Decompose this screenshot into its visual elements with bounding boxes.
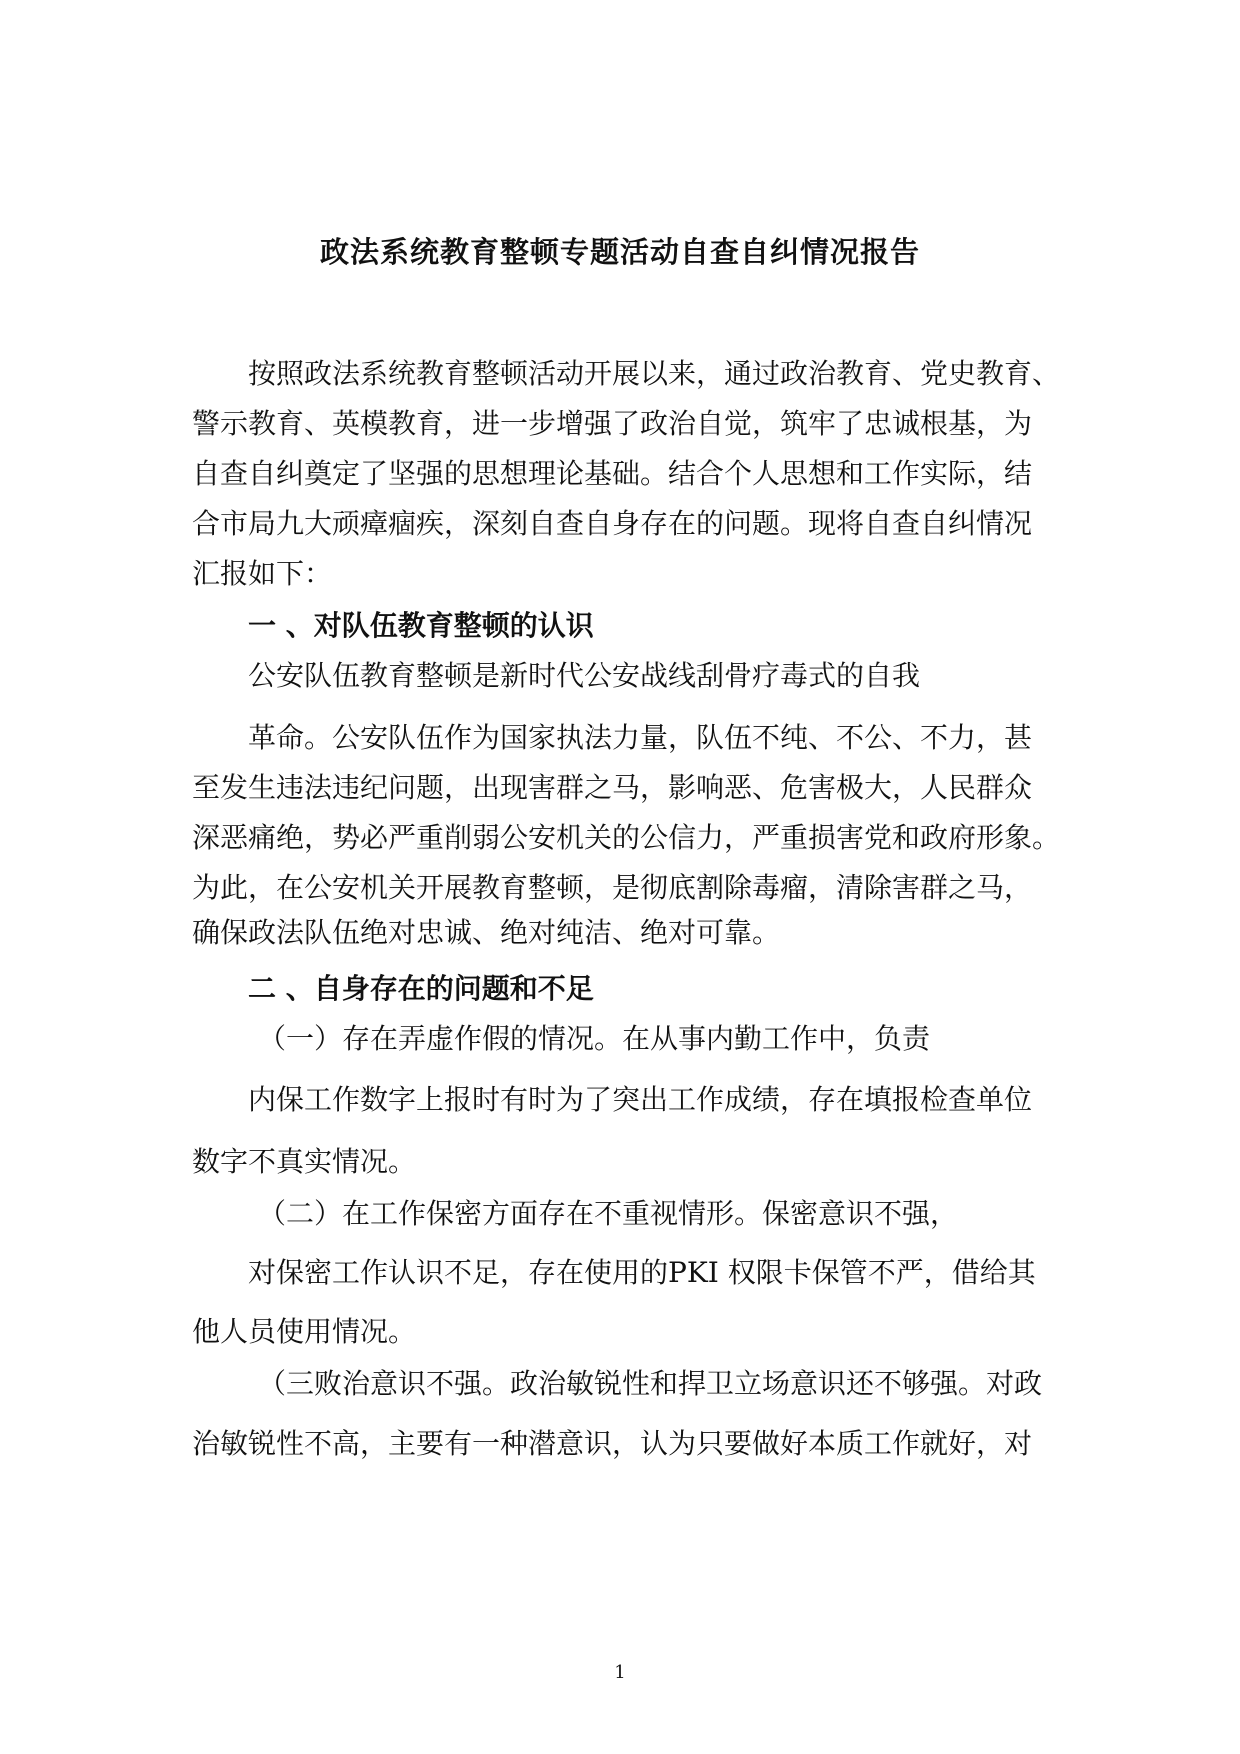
page-number: 1 — [614, 1662, 626, 1683]
section2-line: （二）在工作保密方面存在不重视情形。保密意识不强， — [258, 1197, 959, 1230]
section1-line: 至发生违法违纪问题，出现害群之马，影响恶、危害极大，人民群众 — [192, 771, 1033, 804]
intro-line: 自查自纠奠定了坚强的思想理论基础。结合个人思想和工作实际，结 — [192, 457, 1033, 490]
intro-line: 按照政法系统教育整顿活动开展以来，通过政治教育、党史教育、 — [248, 357, 1061, 390]
section2-line: （一）存在弄虚作假的情况。在从事内勤工作中，负责 — [258, 1022, 931, 1055]
section2-line: （三败治意识不强。政治敏锐性和捍卫立场意识还不够强。对政 — [258, 1367, 1043, 1400]
document-title: 政法系统教育整顿专题活动自查自纠情况报告 — [319, 235, 920, 269]
section1-line: 为此，在公安机关开展教育整顿，是彻底割除毒瘤，清除害群之马， — [192, 871, 1033, 904]
intro-line: 警示教育、英模教育，进一步增强了政治自觉，筑牢了忠诚根基，为 — [192, 407, 1033, 440]
section1-line: 公安队伍教育整顿是新时代公安战线刮骨疗毒式的自我 — [248, 659, 921, 692]
section2-line: 他人员使用情况。 — [192, 1315, 417, 1348]
section-heading-2: 二 、自身存在的问题和不足 — [248, 972, 594, 1005]
section2-line: 内保工作数字上报时有时为了突出工作成绩，存在填报检查单位 — [248, 1083, 1033, 1116]
section2-line: 对保密工作认识不足，存在使用的PKI 权限卡保管不严，借给其 — [248, 1256, 1036, 1289]
section2-line: 治敏锐性不高，主要有一种潜意识，认为只要做好本质工作就好，对 — [192, 1427, 1033, 1460]
section1-line: 革命。公安队伍作为国家执法力量，队伍不纯、不公、不力，甚 — [248, 721, 1033, 754]
section1-line: 确保政法队伍绝对忠诚、绝对纯洁、绝对可靠。 — [192, 916, 781, 949]
section-heading-1: 一 、对队伍教育整顿的认识 — [248, 609, 594, 642]
section2-line: 数字不真实情况。 — [192, 1145, 417, 1178]
intro-line: 汇报如下： — [192, 557, 333, 590]
intro-line: 合市局九大顽瘴痼疾，深刻自查自身存在的问题。现将自查自纠情况 — [192, 507, 1033, 540]
section1-line: 深恶痛绝，势必严重削弱公安机关的公信力，严重损害党和政府形象。 — [192, 821, 1061, 854]
